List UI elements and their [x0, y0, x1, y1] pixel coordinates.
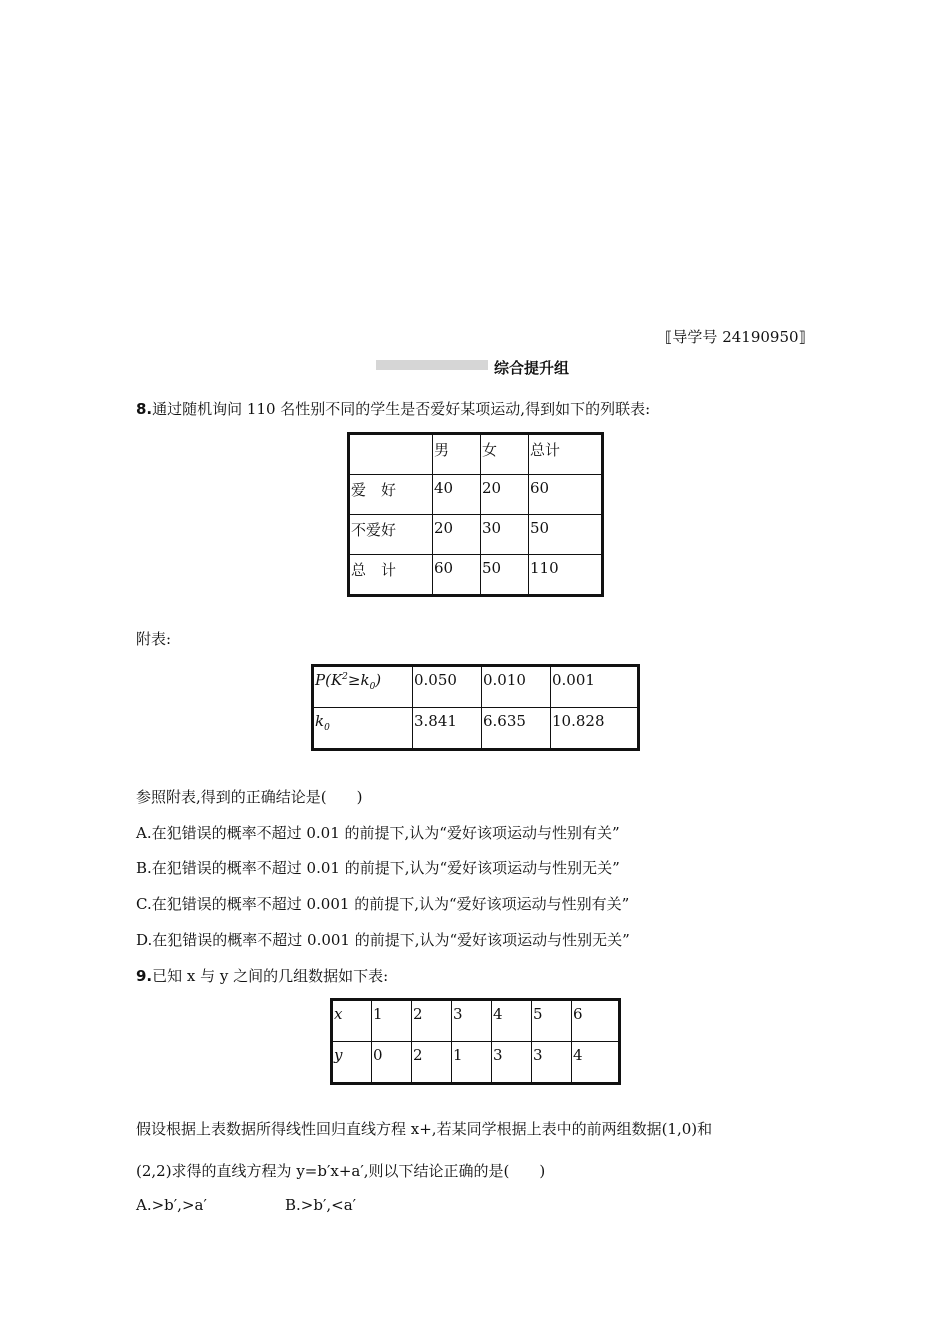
question-paragraph: (2,2)求得的直线方程为 y=b′x+a′,则以下结论正确的是( ): [136, 1162, 546, 1180]
table-cell: y: [332, 1042, 372, 1084]
table-cell: 男: [433, 434, 481, 475]
table-cell: 20: [481, 475, 529, 515]
question-text: 已知 x 与 y 之间的几组数据如下表:: [152, 967, 389, 985]
label-part: ≥k: [347, 671, 370, 689]
section-title: 综合提升组: [494, 359, 570, 377]
table-cell: 5: [532, 1000, 572, 1042]
table-row: [332, 1000, 620, 1042]
question-prompt: 参照附表,得到的正确结论是( ): [136, 788, 363, 806]
table-cell: 50: [481, 555, 529, 596]
table-row: [349, 475, 603, 515]
table-cell: 总 计: [349, 555, 433, 596]
option-b: B.>b′,<a′: [285, 1196, 357, 1214]
table-cell: 女: [481, 434, 529, 475]
label-sub: 0: [369, 682, 376, 692]
label-sub: 0: [324, 723, 330, 733]
question-number: 9.: [136, 967, 153, 985]
label-part: P(K: [315, 671, 343, 689]
reference-number: ⟦导学号 24190950⟧: [665, 328, 806, 346]
question-text: 通过随机询问 110 名性别不同的学生是否爱好某项运动,得到如下的列联表:: [152, 400, 651, 418]
appendix-label: 附表:: [136, 630, 172, 648]
table-cell: 30: [481, 515, 529, 555]
label-part: ): [375, 671, 382, 689]
table-cell: 6.635: [482, 708, 551, 750]
table-cell: x: [332, 1000, 372, 1042]
table-row: [332, 1042, 620, 1084]
table-cell: 60: [433, 555, 481, 596]
option-d: D.在犯错误的概率不超过 0.001 的前提下,认为“爱好该项运动与性别无关”: [136, 931, 630, 949]
table-cell: 40: [433, 475, 481, 515]
table-cell: 3: [492, 1042, 532, 1084]
table-cell: 2: [412, 1042, 452, 1084]
option-b: B.在犯错误的概率不超过 0.01 的前提下,认为“爱好该项运动与性别无关”: [136, 859, 620, 877]
table-row: [349, 515, 603, 555]
option-a: A.在犯错误的概率不超过 0.01 的前提下,认为“爱好该项运动与性别有关”: [136, 824, 620, 842]
table-cell: 0.010: [482, 666, 551, 708]
table-cell: 3: [452, 1000, 492, 1042]
table-row: [313, 708, 639, 750]
table-cell: 0: [372, 1042, 412, 1084]
contingency-table: [347, 432, 604, 597]
label-part: k: [315, 712, 325, 730]
table-cell: 50: [529, 515, 603, 555]
table-cell: 不爱好: [349, 515, 433, 555]
option-a: A.>b′,>a′: [136, 1196, 207, 1214]
table-cell: 3: [532, 1042, 572, 1084]
table-cell: 0.001: [551, 666, 639, 708]
table-cell: 10.828: [551, 708, 639, 750]
table-cell: 60: [529, 475, 603, 515]
table-cell: [349, 434, 433, 475]
critical-value-table: [311, 664, 640, 751]
question-number: 8.: [136, 400, 153, 418]
table-cell: 1: [452, 1042, 492, 1084]
table-row: [349, 555, 603, 596]
table-cell: 110: [529, 555, 603, 596]
table-cell: [313, 708, 413, 750]
table-cell: 总计: [529, 434, 603, 475]
question-9: [136, 965, 388, 986]
table-cell: 4: [492, 1000, 532, 1042]
table-cell: [313, 666, 413, 708]
table-cell: 1: [372, 1000, 412, 1042]
question-paragraph: 假设根据上表数据所得线性回归直线方程 x+,若某同学根据上表中的前两组数据(1,0)和: [136, 1120, 713, 1138]
xy-data-table: [330, 998, 621, 1085]
table-cell: 4: [572, 1042, 620, 1084]
table-row: [313, 666, 639, 708]
table-cell: 3.841: [413, 708, 482, 750]
table-row: [349, 434, 603, 475]
table-cell: 0.050: [413, 666, 482, 708]
option-c: C.在犯错误的概率不超过 0.001 的前提下,认为“爱好该项运动与性别有关”: [136, 895, 630, 913]
label-sup: 2: [342, 672, 348, 682]
question-8: [136, 398, 650, 419]
table-cell: 2: [412, 1000, 452, 1042]
table-cell: 20: [433, 515, 481, 555]
section-bar: [376, 360, 488, 370]
table-cell: 6: [572, 1000, 620, 1042]
table-cell: 爱 好: [349, 475, 433, 515]
